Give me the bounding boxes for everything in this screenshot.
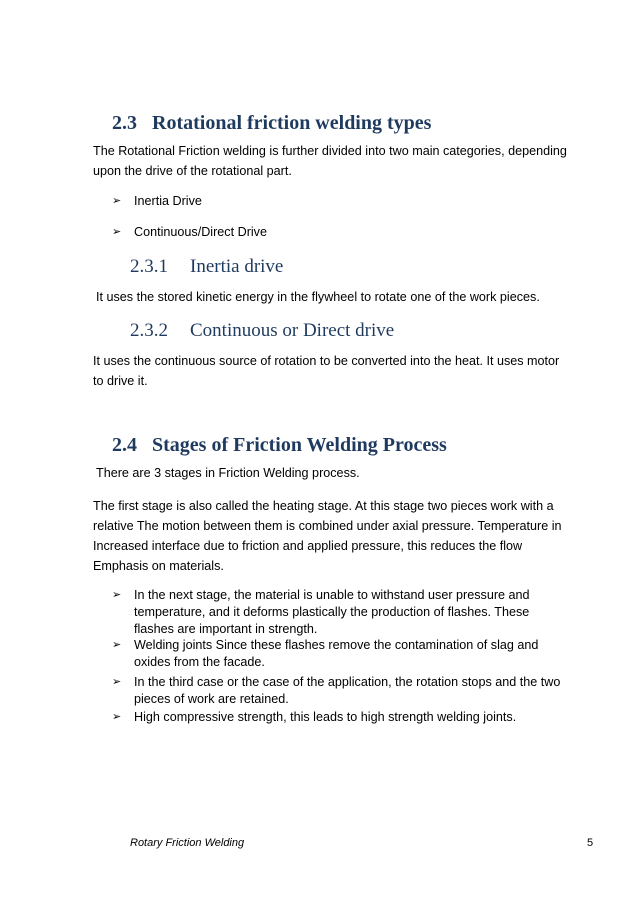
section-2-3-2-text: [93, 351, 559, 391]
section-title: Inertia drive: [190, 256, 284, 277]
section-number: 2.3.1: [130, 256, 168, 277]
paragraph-line: The first stage is also called the heating stage. At this stage two pieces work with a: [93, 499, 554, 513]
section-2-3-1-text: [96, 287, 540, 307]
section-2-3-2-heading: [130, 320, 394, 342]
list-item-line: In the third case or the case of the application, the rotation stops and the two: [134, 675, 561, 689]
section-2-3-heading: [112, 112, 431, 135]
paragraph-line: Increased interface due to friction and applied pressure, this reduces the flow: [93, 539, 523, 553]
paragraph-line: There are 3 stages in Friction Welding process.: [96, 466, 360, 480]
paragraph-line: to drive it.: [93, 374, 148, 388]
list-item: [112, 674, 572, 708]
paragraph-line: The Rotational Friction welding is further divided into two main categories, depending: [93, 144, 567, 158]
list-item-line: temperature, and it deforms plastically the production of flashes. These: [134, 605, 530, 619]
paragraph-line: Emphasis on materials.: [93, 559, 224, 573]
list-item-line: flashes are important in strength.: [134, 622, 318, 636]
section-number: 2.4: [112, 434, 137, 456]
section-title: Rotational friction welding types: [152, 112, 432, 134]
section-2-4-heading: [112, 434, 447, 457]
list-item-line: High compressive strength, this leads to high strength welding joints.: [134, 710, 517, 724]
list-item: [112, 709, 572, 726]
arrow-bullet-icon: ➢: [112, 676, 122, 688]
list-item: [112, 224, 552, 241]
list-item: [112, 587, 572, 638]
list-item: [112, 637, 572, 671]
paragraph-line: It uses the continuous source of rotation to be converted into the heat. It uses motor: [93, 354, 560, 368]
section-2-3-1-heading: [130, 256, 283, 278]
list-item-text: Continuous/Direct Drive: [134, 225, 267, 239]
list-item-text: Inertia Drive: [134, 194, 202, 208]
section-title: Stages of Friction Welding Process: [152, 434, 447, 456]
list-item-line: Welding joints Since these flashes remove the contamination of slag and: [134, 638, 539, 652]
paragraph-line: relative The motion between them is combined under axial pressure. Temperature in: [93, 519, 562, 533]
arrow-bullet-icon: ➢: [112, 226, 122, 238]
section-2-3-intro: [93, 141, 567, 181]
list-item-line: oxides from the facade.: [134, 655, 265, 669]
section-number: 2.3: [112, 112, 137, 134]
list-item-text: [134, 587, 530, 638]
list-item-text: [134, 674, 560, 708]
list-item-text: [134, 637, 538, 671]
section-2-4-intro: [96, 463, 360, 483]
arrow-bullet-icon: ➢: [112, 195, 122, 207]
list-item-line: pieces of work are retained.: [134, 692, 289, 706]
section-number: 2.3.2: [130, 320, 168, 341]
list-item-text: [134, 709, 516, 726]
section-2-4-paragraph: [93, 496, 562, 576]
arrow-bullet-icon: ➢: [112, 711, 122, 723]
page-number: 5: [587, 837, 594, 849]
footer-title: Rotary Friction Welding: [130, 837, 245, 849]
section-title: Continuous or Direct drive: [190, 320, 395, 341]
paragraph-line: upon the drive of the rotational part.: [93, 164, 292, 178]
paragraph-line: It uses the stored kinetic energy in the flywheel to rotate one of the work pieces.: [96, 290, 540, 304]
list-item: [112, 193, 552, 210]
arrow-bullet-icon: ➢: [112, 589, 122, 601]
list-item-line: In the next stage, the material is unable to withstand user pressure and: [134, 588, 530, 602]
arrow-bullet-icon: ➢: [112, 639, 122, 651]
